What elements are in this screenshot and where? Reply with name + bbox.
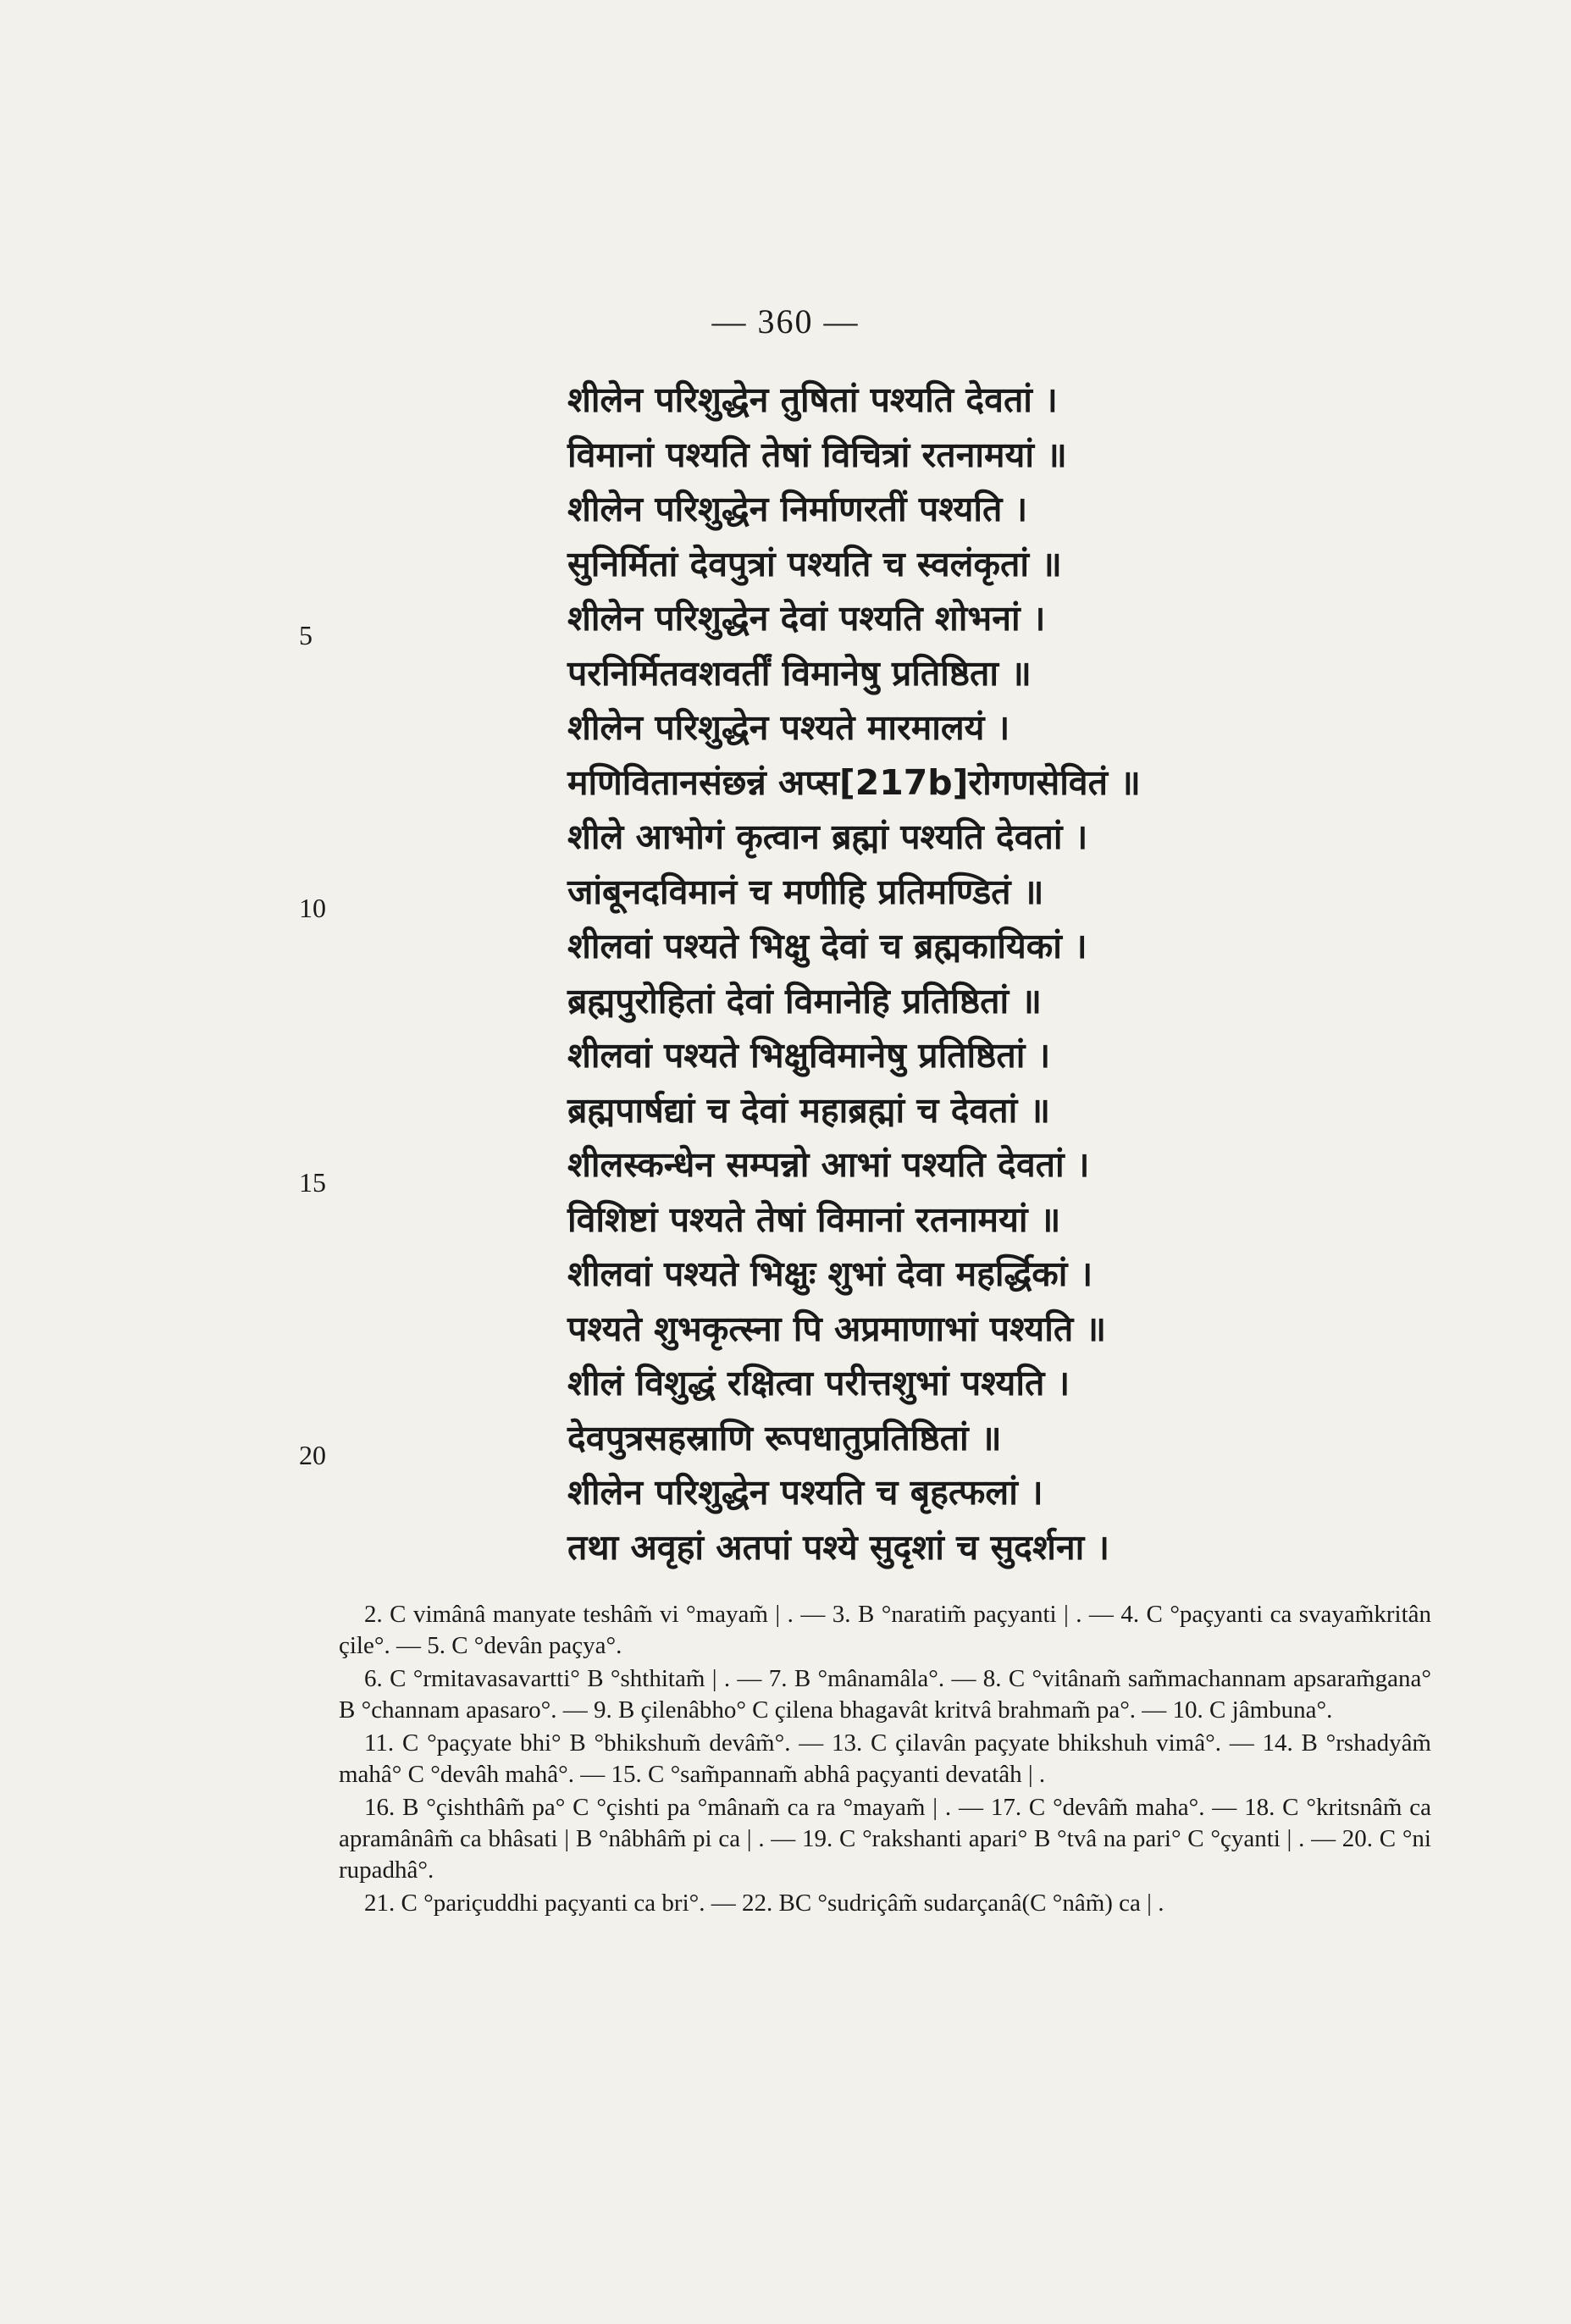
verse-line: जांबूनदविमानं च मणीहि प्रतिमण्डितं ॥	[567, 871, 1044, 912]
verse-line: विमानां पश्यति तेषां विचित्रां रतनामयां ॥	[567, 434, 1067, 475]
line-number-10: 10	[299, 893, 326, 923]
line-number-5: 5	[299, 620, 313, 650]
footnote: 6. C °rmitavasavartti° B °shthitam̃ | . — 7. B °mânamâla°. — 8. C °vitânam̃ sam̃machannam apsaram̃gana° B °channam apasaro°. — 9. B çilenâbho° C çilena bhagavât kritvâ brahmam̃ pa°. — 10. C jâmbuna°.	[339, 1665, 1431, 1724]
verse-line: शीलस्कन्धेन सम्पन्नो आभां पश्यति देवतां ।	[567, 1144, 1090, 1185]
verse-line: शीलेन परिशुद्धेन पश्यति च बृहत्फलां ।	[567, 1472, 1043, 1513]
verse-line: पश्यते शुभकृत्स्ना पि अप्रमाणाभां पश्यति ॥	[567, 1308, 1107, 1349]
verse-line: ब्रह्मपुरोहितां देवां विमानेहि प्रतिष्ठितां ॥	[567, 980, 1042, 1021]
verse-line: शीलवां पश्यते भिक्षुः शुभां देवा महर्द्धिकां ।	[567, 1253, 1093, 1294]
verse-line: शीले आभोगं कृत्वान ब्रह्मां पश्यति देवतां ।	[567, 816, 1088, 857]
verse-line: शीलेन परिशुद्धेन निर्माणरतीं पश्यति ।	[567, 489, 1028, 529]
footnote: 16. B °çishthâm̃ pa° C °çishti pa °mânam̃ ca ra °mayam̃ | . — 17. C °devâm̃ maha°. — 18. C °kritsnâm̃ ca apramânâm̃ ca bhâsati | B °nâbhâm̃ pi ca | . — 19. C °rakshanti apari° B °tvâ na pari° C °çyanti | . — 20. C °ni rupadhâ°.	[339, 1794, 1431, 1884]
verse-line: शीलेन परिशुद्धेन पश्यते मारमालयं ।	[567, 707, 1010, 748]
line-number-15: 15	[299, 1167, 326, 1198]
verse-line: ब्रह्मपार्षद्यां च देवां महाब्रह्मां च देवतां ॥	[567, 1089, 1051, 1131]
verse-line: शीलवां पश्यते भिक्षुविमानेषु प्रतिष्ठितां ।	[567, 1035, 1051, 1076]
verse-line: शीलवां पश्यते भिक्षु देवां च ब्रह्मकायिकां ।	[567, 926, 1087, 966]
verse-block	[567, 373, 1440, 1574]
footnote: 21. C °pariçuddhi paçyanti ca bri°. — 22. BC °sudriçâm̃ sudarçanâ(C °nâm̃) ca | .	[364, 1890, 1164, 1917]
footnote: 11. C °paçyate bhi° B °bhikshum̃ devâm̃°. — 13. C çilavân paçyate bhikshuh vimâ°. — 14. B °rshadyâm̃ mahâ° C °devâh mahâ°. — 15. C °sam̃pannam̃ abhâ paçyanti devatâh | .	[339, 1729, 1431, 1788]
line-number-20: 20	[299, 1440, 326, 1470]
footnote: 2. C vimânâ manyate teshâm̃ vi °mayam̃ | . — 3. B °naratim̃ paçyanti | . — 4. C °paçyanti ca svayam̃kritân çile°. — 5. C °devân paçya°.	[339, 1601, 1431, 1659]
verse-line: तथा अवृहां अतपां पश्ये सुदृशां च सुदर्शना ।	[567, 1526, 1110, 1568]
verse-line: देवपुत्रसहस्राणि रूपधातुप्रतिष्ठितां ॥	[567, 1417, 1002, 1458]
critical-apparatus	[339, 1599, 1431, 1921]
verse-line: परनिर्मितवशवर्तीं विमानेषु प्रतिष्ठिता ॥	[567, 652, 1032, 694]
page-number: — 360 —	[711, 302, 860, 340]
verse-line: शीलेन परिशुद्धेन देवां पश्यति शोभनां ।	[567, 598, 1046, 639]
verse-line: मणिवितानसंछन्नं अप्स[217b]रोगणसेवितं ॥	[567, 761, 1141, 803]
verse-line: शीलेन परिशुद्धेन तुषितां पश्यति देवतां ।	[567, 379, 1058, 420]
verse-line: विशिष्टां पश्यते तेषां विमानां रतनामयां ॥	[567, 1198, 1061, 1240]
verse-line: सुनिर्मितां देवपुत्रां पश्यति च स्वलंकृतां ॥	[567, 543, 1062, 584]
verse-line: शीलं विशुद्धं रक्षित्वा परीत्तशुभां पश्यति ।	[567, 1363, 1070, 1403]
